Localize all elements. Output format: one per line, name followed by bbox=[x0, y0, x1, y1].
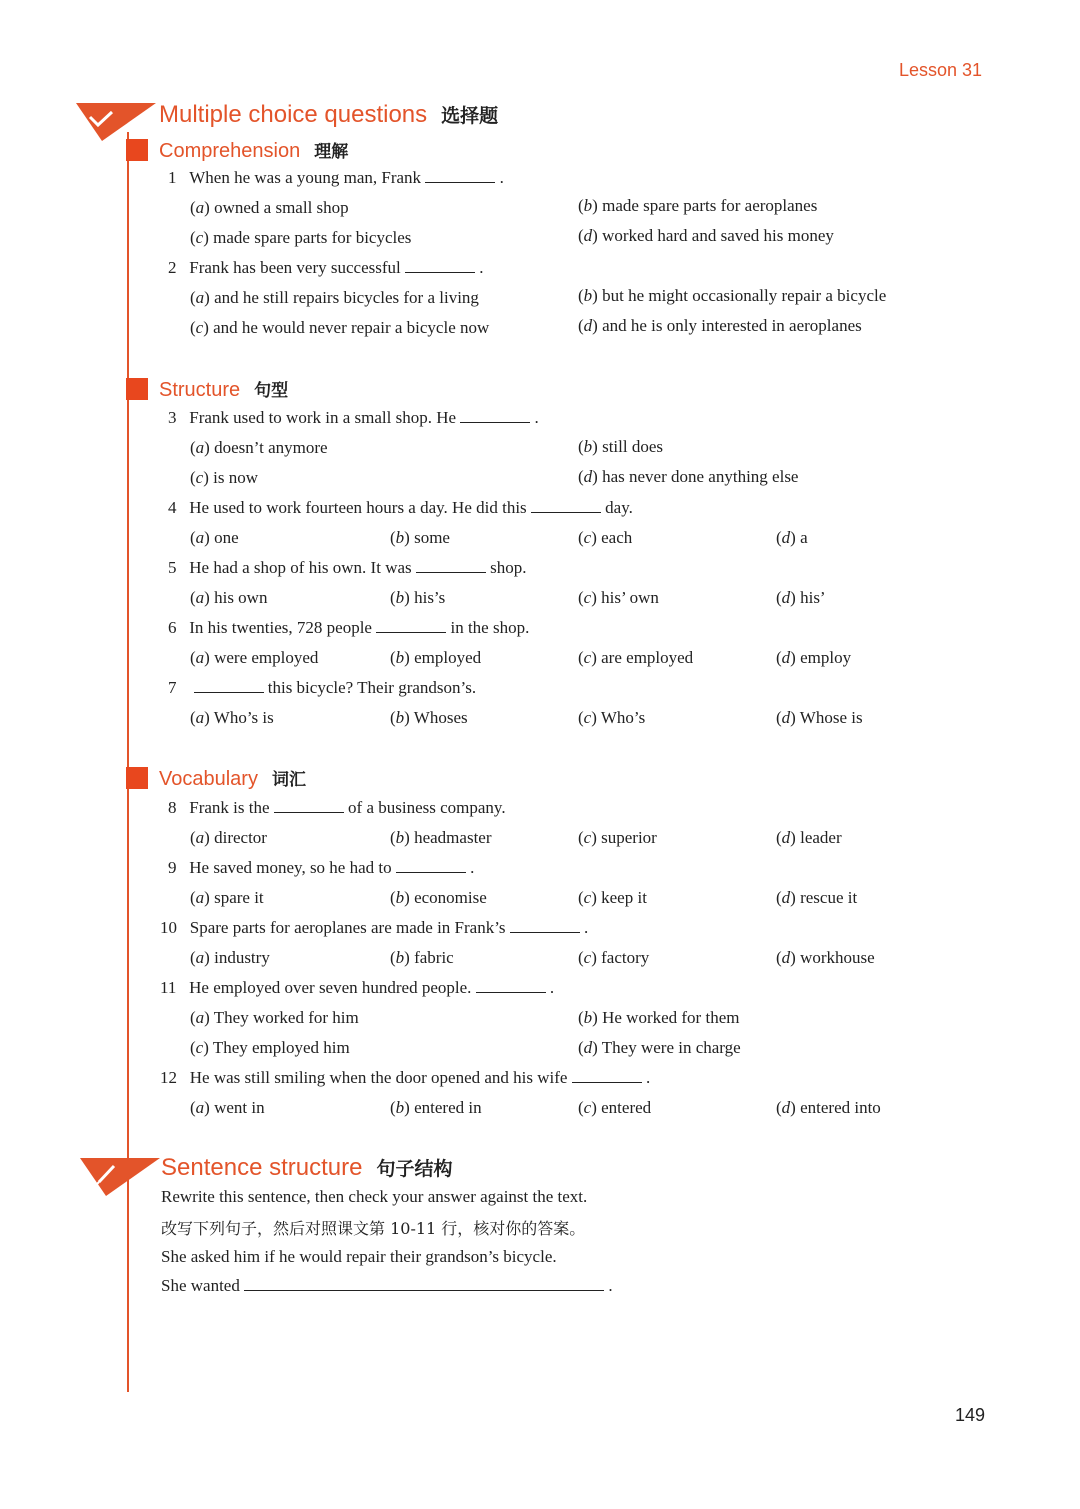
answer-blank[interactable] bbox=[425, 168, 495, 183]
question-text: Frank has been very successful bbox=[189, 258, 401, 277]
option-a[interactable]: (a) doesn’t anymore bbox=[190, 438, 328, 457]
option-d[interactable]: (d) They were in charge bbox=[578, 1038, 741, 1057]
question-number: 7 bbox=[168, 678, 177, 697]
question-tail: . bbox=[499, 168, 504, 187]
question-text: Frank used to work in a small shop. He bbox=[189, 408, 457, 427]
answer-blank[interactable] bbox=[405, 258, 475, 273]
option-a[interactable]: (a) and he still repairs bicycles for a living bbox=[190, 288, 479, 307]
question-number: 4 bbox=[168, 498, 177, 517]
answer-blank[interactable] bbox=[416, 558, 486, 573]
question-text: Frank is the bbox=[189, 798, 270, 817]
rewrite-line bbox=[161, 1276, 613, 1296]
option-c[interactable]: (c) each bbox=[578, 528, 633, 547]
option-d[interactable]: (d) Whose is bbox=[776, 708, 863, 727]
question-tail: . bbox=[470, 858, 475, 877]
question-tail: . bbox=[645, 1068, 651, 1087]
rewrite-answer-blank[interactable] bbox=[244, 1276, 604, 1291]
option-a[interactable]: (a) Who’s is bbox=[190, 708, 274, 727]
question-number: 10 bbox=[160, 918, 177, 937]
answer-blank[interactable] bbox=[476, 978, 546, 993]
option-a[interactable]: (a) industry bbox=[190, 948, 270, 967]
question-number: 5 bbox=[168, 558, 177, 577]
heading-zh: 句子结构 bbox=[376, 1158, 453, 1180]
answer-blank[interactable] bbox=[376, 618, 446, 633]
question-text: In his twenties, 728 people bbox=[189, 618, 372, 637]
question-text: When he was a young man, Frank bbox=[189, 168, 422, 187]
lesson-label: Lesson 31 bbox=[899, 60, 983, 80]
page-number: 149 bbox=[955, 1405, 986, 1425]
option-b[interactable]: (b) fabric bbox=[390, 948, 454, 967]
option-d[interactable]: (d) entered into bbox=[776, 1098, 881, 1117]
title-en: Multiple choice questions bbox=[159, 101, 428, 128]
question-text: He saved money, so he had to bbox=[189, 858, 392, 877]
option-b[interactable]: (b) entered in bbox=[390, 1098, 482, 1117]
option-c[interactable]: (c) Who’s bbox=[578, 708, 646, 727]
answer-blank[interactable] bbox=[460, 408, 530, 423]
section-heading-comprehension bbox=[159, 137, 348, 163]
option-c[interactable]: (c) entered bbox=[578, 1098, 652, 1117]
question-6 bbox=[168, 618, 529, 638]
option-b[interactable]: (b) headmaster bbox=[390, 828, 492, 847]
option-c[interactable]: (c) are employed bbox=[578, 648, 694, 667]
answer-prefix: She wanted bbox=[161, 1276, 240, 1295]
option-a[interactable]: (a) were employed bbox=[190, 648, 319, 667]
question-5 bbox=[168, 558, 527, 578]
option-c[interactable]: (c) keep it bbox=[578, 888, 647, 907]
option-c[interactable]: (c) They employed him bbox=[190, 1038, 350, 1057]
option-b[interactable]: (b) still does bbox=[578, 437, 664, 456]
answer-blank[interactable] bbox=[572, 1068, 642, 1083]
section-marker bbox=[126, 378, 148, 400]
option-d[interactable]: (d) a bbox=[776, 528, 808, 547]
pencil-banner-icon bbox=[80, 1158, 162, 1198]
option-b[interactable]: (b) some bbox=[390, 528, 450, 547]
question-tail: in the shop. bbox=[450, 618, 530, 637]
question-tail: of a business company. bbox=[348, 798, 506, 817]
source-sentence: She asked him if he would repair their grandson’s bicycle. bbox=[161, 1247, 557, 1266]
option-a[interactable]: (a) his own bbox=[190, 588, 268, 607]
question-tail: . bbox=[549, 978, 555, 997]
option-c[interactable]: (c) his’ own bbox=[578, 588, 659, 607]
heading-en: Sentence structure bbox=[161, 1154, 363, 1181]
option-a[interactable]: (a) owned a small shop bbox=[190, 198, 349, 217]
question-text: He used to work fourteen hours a day. He did this bbox=[189, 498, 527, 517]
question-tail: this bicycle? Their grandson’s. bbox=[267, 678, 477, 697]
instruction-zh: 改写下列句子，然后对照课文第 10-11 行，核对你的答案。 bbox=[161, 1219, 586, 1238]
question-number: 2 bbox=[168, 258, 177, 277]
option-b[interactable]: (b) employed bbox=[390, 648, 482, 667]
section-marker bbox=[126, 767, 148, 789]
question-2 bbox=[168, 258, 484, 278]
heading-en: Vocabulary bbox=[159, 768, 258, 790]
question-10 bbox=[160, 918, 588, 938]
option-b[interactable]: (b) but he might occasionally repair a bicycle bbox=[578, 286, 887, 305]
question-9 bbox=[168, 858, 474, 878]
option-d[interactable]: (d) and he is only interested in aeroplanes bbox=[578, 316, 862, 335]
question-12 bbox=[160, 1068, 650, 1088]
option-a[interactable]: (a) spare it bbox=[190, 888, 264, 907]
option-c[interactable]: (c) factory bbox=[578, 948, 650, 967]
answer-blank[interactable] bbox=[531, 498, 601, 513]
section-heading-vocabulary bbox=[159, 765, 306, 791]
option-b[interactable]: (b) He worked for them bbox=[578, 1008, 740, 1027]
question-1 bbox=[168, 168, 504, 188]
answer-blank[interactable] bbox=[274, 798, 344, 813]
page-title bbox=[159, 101, 498, 129]
option-d[interactable]: (d) workhouse bbox=[776, 948, 875, 967]
question-7 bbox=[168, 678, 476, 698]
section-heading-sentence-structure bbox=[161, 1154, 452, 1182]
option-b[interactable]: (b) economise bbox=[390, 888, 487, 907]
option-c[interactable]: (c) and he would never repair a bicycle now bbox=[190, 318, 490, 337]
question-8 bbox=[168, 798, 506, 818]
question-number: 12 bbox=[160, 1068, 177, 1087]
heading-en: Structure bbox=[159, 379, 241, 401]
option-b[interactable]: (b) made spare parts for aeroplanes bbox=[578, 196, 818, 215]
question-text: He employed over seven hundred people. bbox=[189, 978, 472, 997]
question-number: 3 bbox=[168, 408, 177, 427]
option-a[interactable]: (a) director bbox=[190, 828, 267, 847]
option-d[interactable]: (d) employ bbox=[776, 648, 852, 667]
option-d[interactable]: (d) rescue it bbox=[776, 888, 858, 907]
option-c[interactable]: (c) is now bbox=[190, 468, 259, 487]
question-number: 11 bbox=[160, 978, 177, 997]
question-4 bbox=[168, 498, 633, 518]
question-text: He was still smiling when the door opened and his wife bbox=[189, 1068, 568, 1087]
question-tail: . bbox=[479, 258, 484, 277]
answer-blank[interactable] bbox=[396, 858, 466, 873]
question-3 bbox=[168, 408, 539, 428]
option-a[interactable]: (a) went in bbox=[190, 1098, 265, 1117]
question-tail: . bbox=[584, 918, 589, 937]
question-text: Spare parts for aeroplanes are made in Frank’s bbox=[189, 918, 506, 937]
question-text: He had a shop of his own. It was bbox=[189, 558, 412, 577]
heading-zh: 词汇 bbox=[271, 770, 306, 790]
option-c[interactable]: (c) superior bbox=[578, 828, 657, 847]
heading-en: Comprehension bbox=[159, 140, 301, 162]
answer-suffix: . bbox=[608, 1276, 613, 1295]
question-number: 9 bbox=[168, 858, 177, 877]
option-b[interactable]: (b) his’s bbox=[390, 588, 446, 607]
instruction-en: Rewrite this sentence, then check your answer against the text. bbox=[161, 1187, 588, 1206]
question-11 bbox=[160, 978, 554, 998]
option-d[interactable]: (d) worked hard and saved his money bbox=[578, 226, 834, 245]
question-number: 8 bbox=[168, 798, 177, 817]
margin-rule bbox=[127, 132, 129, 1392]
heading-zh: 句型 bbox=[254, 381, 289, 401]
option-d[interactable]: (d) has never done anything else bbox=[578, 467, 799, 486]
option-d[interactable]: (d) leader bbox=[776, 828, 842, 847]
option-a[interactable]: (a) one bbox=[190, 528, 239, 547]
question-number: 1 bbox=[168, 168, 177, 187]
question-tail: shop. bbox=[490, 558, 527, 577]
question-tail: day. bbox=[605, 498, 633, 517]
question-number: 6 bbox=[168, 618, 177, 637]
section-marker bbox=[126, 139, 148, 161]
title-zh: 选择题 bbox=[441, 105, 499, 127]
checkmark-banner-icon bbox=[76, 103, 158, 143]
heading-zh: 理解 bbox=[314, 142, 349, 162]
question-tail: . bbox=[534, 408, 539, 427]
option-d[interactable]: (d) his’ bbox=[776, 588, 826, 607]
answer-blank[interactable] bbox=[194, 678, 264, 693]
option-c[interactable]: (c) made spare parts for bicycles bbox=[190, 228, 412, 247]
option-b[interactable]: (b) Whoses bbox=[390, 708, 468, 727]
option-a[interactable]: (a) They worked for him bbox=[190, 1008, 359, 1027]
answer-blank[interactable] bbox=[510, 918, 580, 933]
section-heading-structure bbox=[159, 376, 288, 402]
